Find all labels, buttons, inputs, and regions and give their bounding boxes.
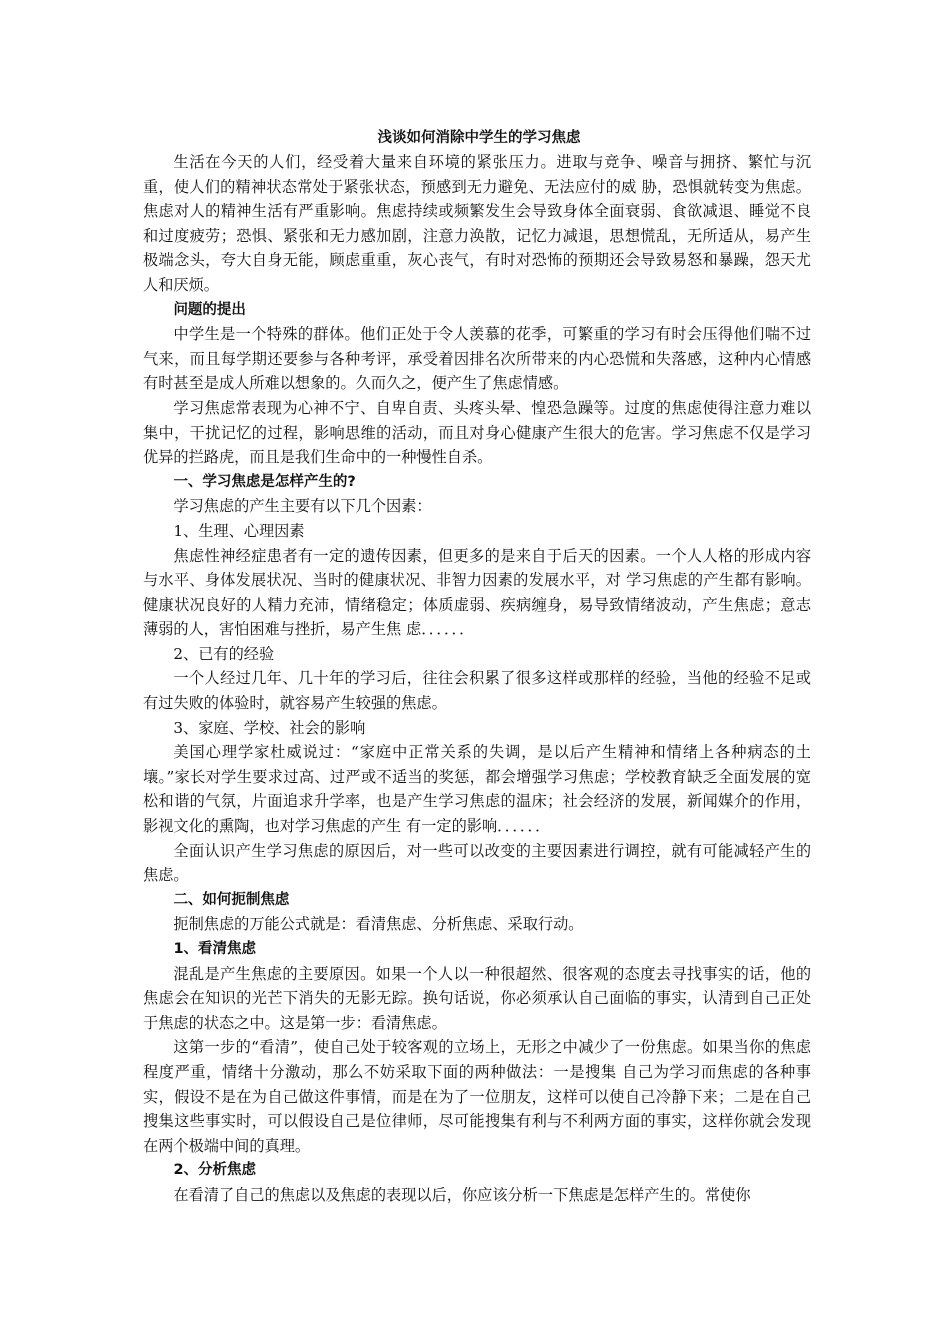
subsection-heading: 2、已有的经验 — [173, 644, 275, 663]
document-page — [143, 126, 811, 1208]
subsection-heading: 1、看清焦虑 — [173, 941, 257, 957]
paragraph: 学习焦虑常表现为心神不宁、自卑自责、头疼头晕、惶恐急躁等。过度的焦虑使得注意力难以集中，干扰记忆的过程，影响思维的活动，而且对身心健康产生很大的危害。学习焦虑不仅是学习优异的拦路虎，而且是我们生命中的一种慢性自杀。 — [143, 398, 811, 467]
section-heading: 二、如何扼制焦虑 — [173, 891, 290, 908]
paragraph: 扼制焦虑的万能公式就是：看清焦虑、分析焦虑、采取行动。 — [173, 915, 584, 934]
section-heading: 一、学习焦虑是怎样产生的? — [173, 473, 356, 490]
paragraph: 在看清了自己的焦虑以及焦虑的表现以后，你应该分析一下焦虑是怎样产生的。常使你 — [173, 1185, 751, 1204]
document-body — [143, 150, 811, 1208]
document-title: 浅谈如何消除中学生的学习焦虑 — [377, 130, 581, 146]
paragraph: 全面认识产生学习焦虑的原因后，对一些可以改变的主要因素进行调控，就有可能减轻产生的焦虑。 — [143, 841, 811, 885]
paragraph: 美国心理学家杜威说过：“家庭中正常关系的失调，是以后产生精神和情绪上各种病态的土壤。”家长对学生要求过高、过严或不适当的奖惩，都会增强学习焦虑；学校教育缺乏全面发展的宽松和谐的气氛，片面追求升学率，也是产生学习焦虑的温床；社会经济的发展，新闻媒介的作用，影视文化的熏陶，也对学习焦虑的产生 有一定的影响．．．．．． — [143, 743, 811, 836]
paragraph: 这第一步的“看清”，使自己处于较客观的立场上，无形之中减少了一份焦虑。如果当你的焦虑程度严重，情绪十分激动，那么不妨采取下面的两种做法：一是搜集 自己为学习而焦虑的各种事实，假设不是在为自己做这件事情，而是在为了一位朋友，这样可以使自己冷静下来；二是在自己搜集这些事实时，可以假设自己是位律师，尽可能搜集有利与不利两方面的事实，这样你就会发现在两个极端中间的真理。 — [143, 1038, 811, 1155]
paragraph: 焦虑性神经症患者有一定的遗传因素，但更多的是来自于后天的因素。一个人人格的形成内容与水平、身体发展状况、当时的健康状况、非智力因素的发展水平，对 学习焦虑的产生都有影响。健康状况良好的人精力充沛，情绪稳定；体质虚弱、疾病缠身，易导致情绪波动，产生焦虑；意志薄弱的人，害怕困难与挫折，易产生焦 虑．．．．．． — [143, 546, 811, 639]
subsection-heading: 3、家庭、学校、社会的影响 — [173, 718, 366, 737]
subsection-heading: 1、生理、心理因素 — [173, 521, 305, 540]
paragraph: 混乱是产生焦虑的主要原因。如果一个人以一种很超然、很客观的态度去寻找事实的话，他的焦虑会在知识的光芒下消失的无影无踪。换句话说，你必须承认自己面临的事实，认清到自己正处于焦虑的状态之中。这是第一步：看清焦虑。 — [143, 964, 811, 1032]
section-heading: 问题的提出 — [173, 301, 246, 318]
subsection-heading: 2、分析焦虑 — [173, 1162, 257, 1179]
paragraph: 一个人经过几年、几十年的学习后，往往会积累了很多这样或那样的经验，当他的经验不足或有过失败的体验时，就容易产生较强的焦虑。 — [143, 669, 811, 713]
paragraph: 学习焦虑的产生主要有以下几个因素： — [173, 497, 432, 516]
paragraph: 中学生是一个特殊的群体。他们正处于令人羡慕的花季，可繁重的学习有时会压得他们喘不过气来，而且每学期还要参与各种考评，承受着因排名次所带来的内心恐慌和失落感，这种内心情感有时甚至是成人所难以想象的。久而久之，便产生了焦虑情感。 — [143, 325, 811, 393]
paragraph-intro: 生活在今天的人们，经受着大量来自环境的紧张压力。进取与竞争、噪音与拥挤、繁忙与沉重，使人们的精神状态常处于紧张状态，预感到无力避免、无法应付的威 胁，恐惧就转变为焦虑。焦虑对人的精神生活有严重影响。焦虑持续或频繁发生会导致身体全面衰弱、食欲减退、睡觉不良和过度疲劳；恐惧、紧张和无力感加剧，注意力涣散，记忆力减退，思想慌乱，无所适从，易产生极端念头，夸大自身无能，顾虑重重，灰心丧气，有时对恐怖的预期还会导致易怒和暴躁，怨天尤人和厌烦。 — [143, 153, 811, 294]
